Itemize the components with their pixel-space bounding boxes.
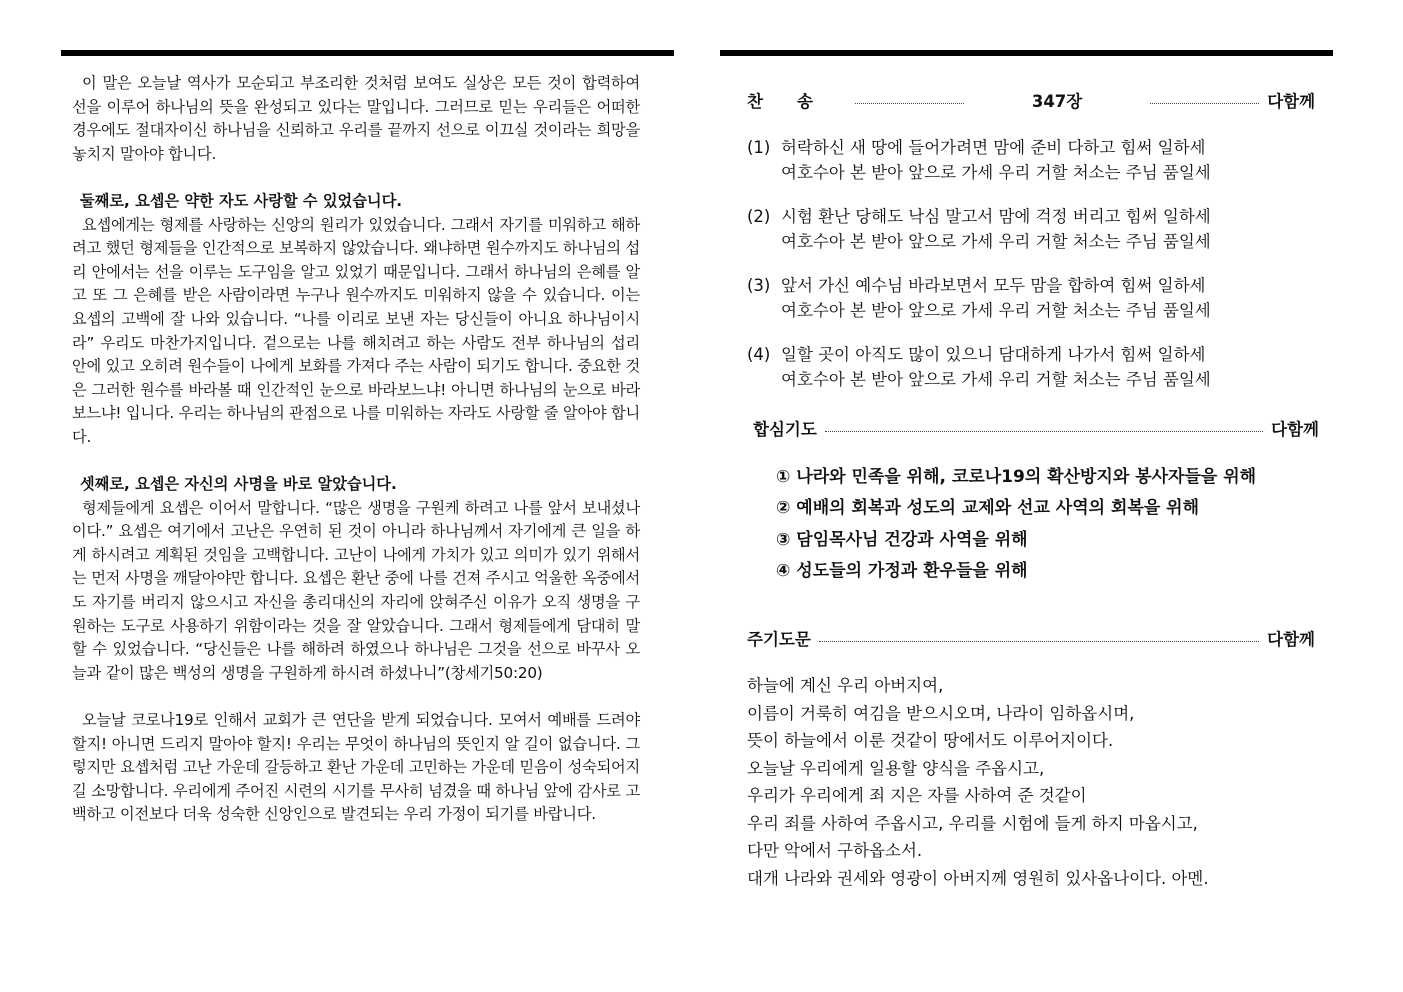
prayer-item-3: ③ 담임목사님 건강과 사역을 위해 <box>776 530 1028 550</box>
verse-number: (1) <box>747 138 771 157</box>
leader-dots <box>1150 103 1259 104</box>
paragraph-gap <box>72 166 640 190</box>
lords-prayer-line-8: 대개 나라와 권세와 영광이 아버지께 영원히 있사옵나이다. 아멘. <box>747 869 1209 888</box>
verse-line: 허락하신 새 땅에 들어가려면 맘에 준비 다하고 힘써 일하세 <box>781 138 1206 157</box>
sermon-column <box>72 72 640 827</box>
sermon-paragraph-1: 이 말은 오늘날 역사가 모순되고 부조리한 것처럼 보여도 실상은 모든 것이 합력하여 선을 이루어 하나님의 뜻을 완성되고 있다는 말입니다. 그러므로 믿는 우리들은 어떠한 경우에도 절대자이신 하나님을 신뢰하고 우리를 끝까지 선으로 이끄실 것이라는 희망을 놓치지 말아야 합니다. <box>72 74 640 163</box>
prayer-item-2: ② 예배의 회복과 성도의 교제와 선교 사역의 회복을 위해 <box>776 498 1200 518</box>
lords-prayer-line-4: 오늘날 우리에게 일용할 양식을 주옵시고, <box>747 759 1045 778</box>
leader-dots <box>855 103 964 104</box>
paragraph-gap <box>72 685 640 709</box>
prayer-title: 합심기도 <box>753 420 817 439</box>
hymn-verse-3 <box>747 274 1317 323</box>
lords-prayer-line-5: 우리가 우리에게 죄 지은 자를 사하여 준 것같이 <box>747 786 1087 805</box>
verse-line: 일할 곳이 아직도 많이 있으니 담대하게 나가서 힘써 일하세 <box>781 345 1206 364</box>
verse-line: 여호수아 본 받아 앞으로 가세 우리 거할 처소는 주님 품일세 <box>781 369 1211 389</box>
prayer-item-1: ① 나라와 민족을 위해, 코로나19의 확산방지와 봉사자들을 위해 <box>776 467 1257 487</box>
paragraph-gap <box>72 450 640 474</box>
hymn-header <box>747 88 1315 112</box>
hymn-verse-2 <box>747 205 1317 254</box>
hymn-title: 찬송 <box>747 92 847 111</box>
hymn-verse-4 <box>747 343 1317 392</box>
hymn-verse-1 <box>747 136 1317 185</box>
verse-number: (3) <box>747 276 771 295</box>
lords-prayer-who: 다함께 <box>1267 630 1315 649</box>
sermon-paragraph-3: 형제들에게 요셉은 이어서 말합니다. “많은 생명을 구원케 하려고 나를 앞서 보내셨나이다.” 요셉은 여기에서 고난은 우연히 된 것이 아니라 하나님께서 자기에게 큰 일을 하게 하시려고 계획된 것임을 고백합니다. 고난이 나에게 가치가 있고 의미가 있기 위해서는 먼저 사명을 깨달아야만 합니다. 요셉은 환난 중에 나를 건져 주시고 억울한 옥중에서도 자기를 버리지 않으시고 자신을 총리대신의 자리에 앉혀주신 이유가 오직 생명을 구원하는 도구로 사용하기 위함이라는 것을 잘 알았습니다. 그래서 형제들에게 담대히 말할 수 있었습니다. “당신들은 나를 해하려 하였으나 하나님은 그것을 선으로 바꾸사 오늘과 같이 많은 백성의 생명을 구원하게 하시려 하셨나니”(창세기50:20) <box>72 498 640 682</box>
lords-prayer-line-7: 다만 악에서 구하옵소서. <box>747 841 923 860</box>
hymn-who: 다함께 <box>1267 92 1316 111</box>
leader-dots <box>819 641 1259 642</box>
prayer-item-4: ④ 성도들의 가정과 환우들을 위해 <box>776 561 1028 581</box>
sermon-heading-3: 셋째로, 요셉은 자신의 사명을 바로 알았습니다. <box>80 475 397 494</box>
verse-line: 여호수아 본 받아 앞으로 가세 우리 거할 처소는 주님 품일세 <box>781 300 1211 320</box>
sermon-heading-2: 둘째로, 요셉은 약한 자도 사랑할 수 있었습니다. <box>80 191 403 210</box>
sermon-paragraph-2: 요셉에게는 형제를 사랑하는 신앙의 원리가 있었습니다. 그래서 자기를 미워하고 해하려고 했던 형제들을 인간적으로 보복하지 않았습니다. 왜냐하면 원수까지도 하나님의 섭리 안에서는 선을 이루는 도구임을 알고 있었기 때문입니다. 그래서 하나님의 은혜를 알고 또 그 은혜를 받은 사람이라면 누구나 원수까지도 미워하지 않을 수 있습니다. 이는 요셉의 고백에 잘 나와 있습니다. “나를 이리로 보낸 자는 당신들이 아니요 하나님이시라” 우리도 마찬가지입니다. 겉으로는 나를 해치려고 하는 사람도 전부 하나님의 섭리 안에 있고 오히려 원수들이 나에게 보화를 가져다 주는 사람이 되기도 합니다. 중요한 것은 그러한 원수를 바라볼 때 인간적인 눈으로 바라보느냐! 아니면 하나님의 눈으로 바라보느냐! 입니다. 우리는 하나님의 관점으로 나를 미워하는 자라도 사랑할 줄 알아야 합니다. <box>72 215 640 446</box>
hymn-number: 347장 <box>1031 92 1083 111</box>
verse-line: 시험 환난 당해도 낙심 말고서 맘에 걱정 버리고 힘써 일하세 <box>781 207 1211 226</box>
lords-prayer-line-3: 뜻이 하늘에서 이룬 것같이 땅에서도 이루어지이다. <box>747 731 1114 750</box>
verse-number: (2) <box>747 207 771 226</box>
verse-line: 앞서 가신 예수님 바라보면서 모두 맘을 합하여 힘써 일하세 <box>781 276 1206 295</box>
prayer-header <box>753 416 1319 440</box>
verse-line: 여호수아 본 받아 앞으로 가세 우리 거할 처소는 주님 품일세 <box>781 231 1211 251</box>
verse-line: 여호수아 본 받아 앞으로 가세 우리 거할 처소는 주님 품일세 <box>781 162 1211 182</box>
leader-dots <box>825 431 1263 432</box>
top-rule-right <box>720 50 1333 56</box>
top-rule-left <box>61 50 674 56</box>
lords-prayer-line-6: 우리 죄를 사하여 주옵시고, 우리를 시험에 들게 하지 마옵시고, <box>747 814 1198 833</box>
lords-prayer-line-1: 하늘에 계신 우리 아버지여, <box>747 676 944 695</box>
lords-prayer-line-2: 이름이 거룩히 여김을 받으시오며, 나라이 임하옵시며, <box>747 704 1135 723</box>
verse-number: (4) <box>747 345 771 364</box>
lords-prayer-header <box>747 626 1315 650</box>
sermon-paragraph-4: 오늘날 코로나19로 인해서 교회가 큰 연단을 받게 되었습니다. 모여서 예배를 드려야 할지! 아니면 드리지 말아야 할지! 우리는 무엇이 하나님의 뜻인지 알 길이 없습니다. 그렇지만 요셉처럼 고난 가운데 갈등하고 환난 가운데 고민하는 가운데 믿음이 성숙되어지길 소망합니다. 우리에게 주어진 시련의 시기를 무사히 넘겼을 때 하나님 앞에 감사로 고백하고 이전보다 더욱 성숙한 신앙인으로 발견되는 우리 가정이 되기를 바랍니다. <box>72 711 640 824</box>
prayer-who: 다함께 <box>1271 420 1319 439</box>
lords-prayer-title: 주기도문 <box>747 630 811 649</box>
